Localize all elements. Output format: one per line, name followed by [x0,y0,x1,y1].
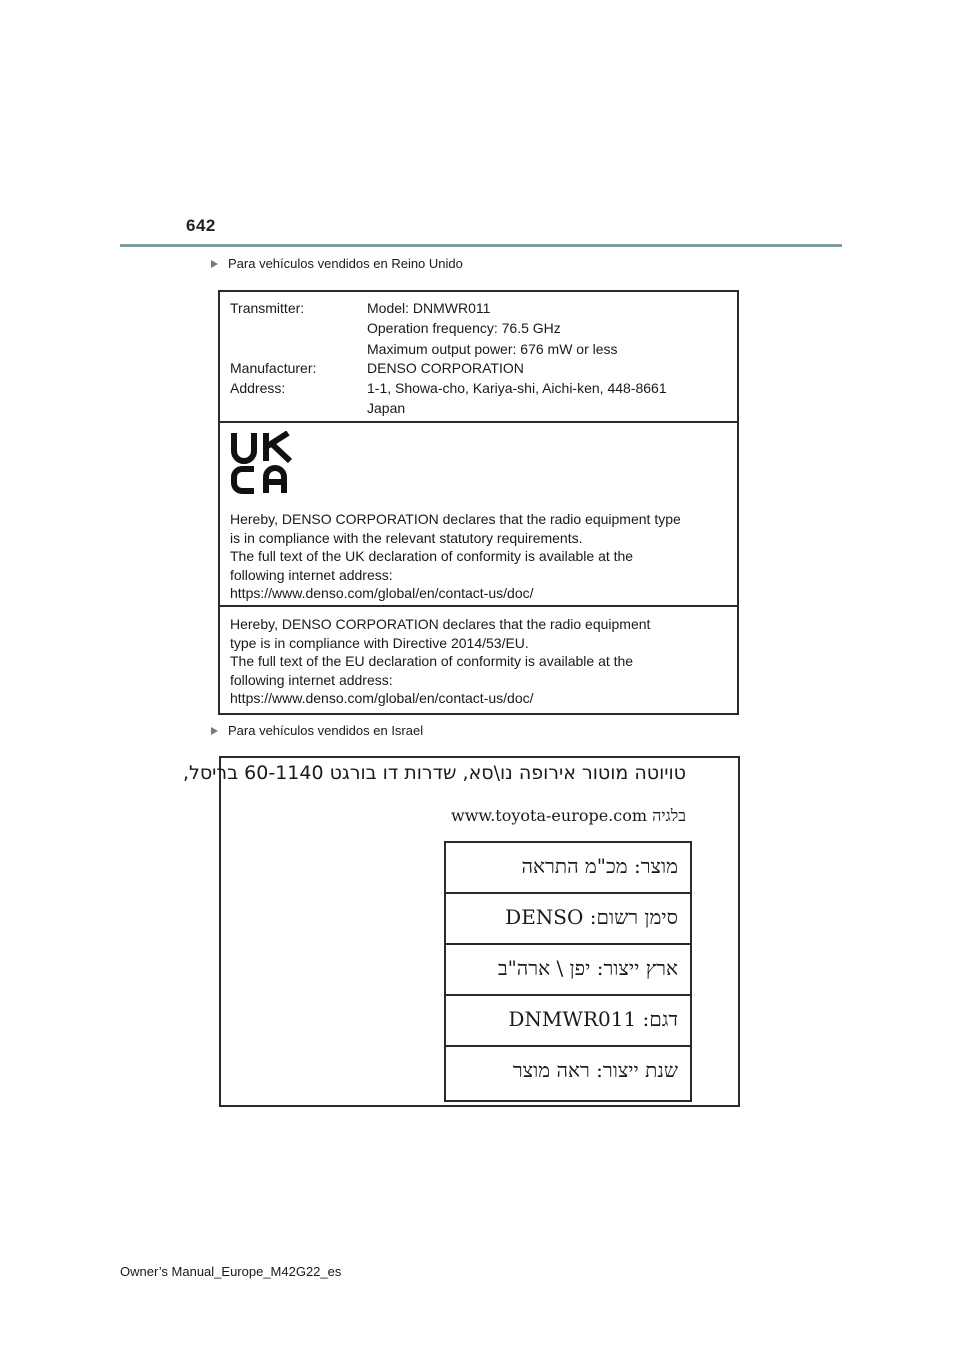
country-cell: ארץ ייצור: יפן \ ארה"ב [497,956,678,980]
table-row [446,996,690,1047]
trademark-cell: סימן רשום: DENSO [505,905,678,929]
model-cell: דגם: DNMWR011 [508,1007,678,1031]
uk-declaration-section [220,423,737,607]
transmitter-info [220,292,737,423]
israel-product-table [444,841,692,1102]
table-row [446,843,690,894]
footer-manual-id: Owner’s Manual_Europe_M42G22_es [120,1264,342,1279]
triangle-bullet-icon [211,727,218,735]
eu-declaration-line: The full text of the EU declaration of conformity is available at the [230,653,634,669]
table-row [446,1047,690,1098]
manufacturer-value: DENSO CORPORATION [367,360,524,376]
header-rule [120,244,842,247]
uk-declaration-line: is in compliance with the relevant statutory requirements. [230,529,583,546]
israel-compliance-box [183,756,740,1107]
uk-compliance-box [218,290,739,715]
importer-country-website: בלגיה www.toyota-europe.com [451,806,686,825]
address-line2: Japan [367,400,406,416]
eu-declaration-line: following internet address: [230,671,393,688]
power-value: Maximum output power: 676 mW or less [367,341,618,357]
transmitter-label: Transmitter: [230,300,305,316]
uk-declaration-line: Hereby, DENSO CORPORATION declares that the radio equipment type [230,511,681,527]
uk-declaration-url: https://www.denso.com/global/en/contact-us/doc/ [230,585,534,601]
model-value: Model: DNMWR011 [367,300,491,316]
frequency-value: Operation frequency: 76.5 GHz [367,320,561,336]
page-number: 642 [186,216,216,235]
triangle-bullet-icon [211,260,218,268]
eu-declaration-section [220,607,737,715]
product-cell: מוצר: מכ"מ התראה [521,854,678,878]
year-cell: שנת ייצור: ראה מוצר [512,1058,678,1082]
eu-declaration-line: type is in compliance with Directive 2014/53/EU. [230,634,529,651]
table-row [446,894,690,945]
address-label: Address: [230,380,286,396]
table-row [446,945,690,996]
address-line1: 1-1, Showa-cho, Kariya-shi, Aichi-ken, 448-8661 [367,380,667,396]
manufacturer-label: Manufacturer: [230,360,317,376]
eu-declaration-url: https://www.denso.com/global/en/contact-us/doc/ [230,690,534,706]
section-heading-israel [211,723,423,738]
section-heading-israel-text: Para vehículos vendidos en Israel [228,723,424,738]
eu-declaration-line: Hereby, DENSO CORPORATION declares that the radio equipment [230,616,651,632]
section-heading-uk-text: Para vehículos vendidos en Reino Unido [228,256,463,271]
importer-address: טויוטה מוטור אירופה נו\סא, שדרות דו בורגט 60-1140 בריסל, [183,762,686,784]
uk-declaration-line: The full text of the UK declaration of conformity is available at the [230,548,634,564]
ukca-mark-icon [230,431,298,495]
uk-declaration-line: following internet address: [230,566,393,583]
section-heading-uk [211,256,463,271]
